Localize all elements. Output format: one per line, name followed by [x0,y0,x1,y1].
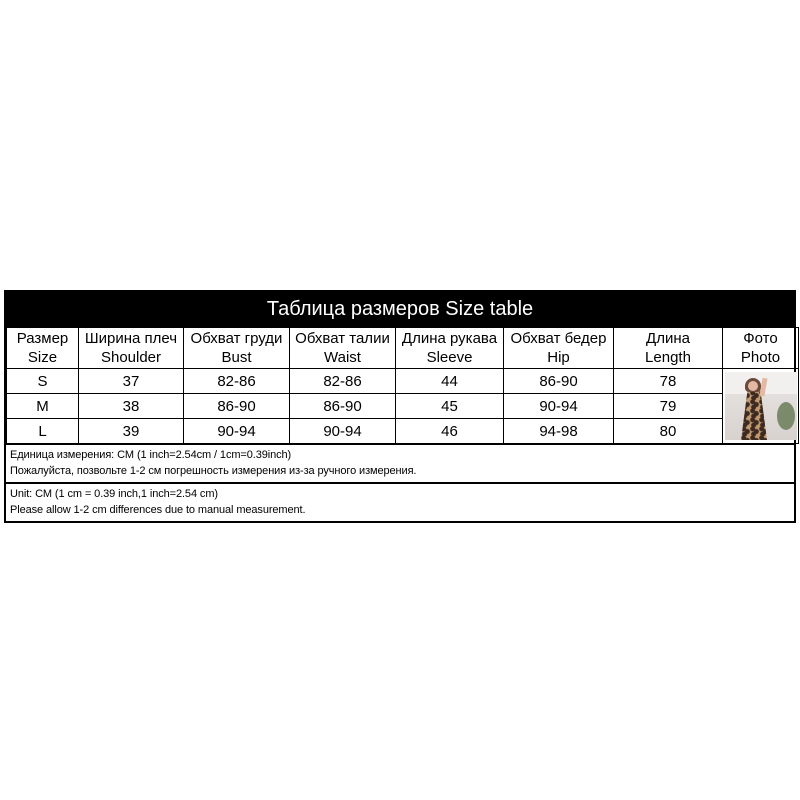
cell-bust: 90-94 [184,419,290,444]
table-row [7,394,799,419]
cell-shoulder: 38 [79,394,184,419]
size-grid [6,327,799,444]
cell-shoulder: 37 [79,369,184,394]
cell-sleeve: 46 [396,419,504,444]
model-photo [725,372,797,440]
cell-waist: 86-90 [290,394,396,419]
photo-cell [723,369,799,444]
cell-sleeve: 44 [396,369,504,394]
cell-waist: 82-86 [290,369,396,394]
cell-length: 80 [614,419,723,444]
cell-sleeve: 45 [396,394,504,419]
cell-hip: 86-90 [504,369,614,394]
header-sleeve: Длина рукава Sleeve [396,328,504,369]
cell-bust: 82-86 [184,369,290,394]
table-title: Таблица размеров Size table [6,292,794,327]
note-tolerance-ru: Пожалуйста, позвольте 1-2 см погрешность измерения из-за ручного измерения. [10,465,417,477]
header-row [7,328,799,369]
cell-hip: 94-98 [504,419,614,444]
cell-bust: 86-90 [184,394,290,419]
header-bust: Обхват груди Bust [184,328,290,369]
cell-size: S [7,369,79,394]
cell-length: 78 [614,369,723,394]
header-waist: Обхват талии Waist [290,328,396,369]
table-row [7,419,799,444]
cell-length: 79 [614,394,723,419]
note-tolerance-en: Please allow 1-2 cm differences due to manual measurement. [10,504,306,516]
cell-size: L [7,419,79,444]
cell-waist: 90-94 [290,419,396,444]
header-shoulder: Ширина плеч Shoulder [79,328,184,369]
size-table [4,290,796,523]
table-row [7,369,799,394]
header-size: Размер Size [7,328,79,369]
note-unit-ru: Единица измерения: CM (1 inch=2.54cm / 1cm=0.39inch) [10,449,292,461]
note-unit-en: Unit: CM (1 cm = 0.39 inch,1 inch=2.54 cm) [10,488,218,500]
cell-size: M [7,394,79,419]
cell-shoulder: 39 [79,419,184,444]
notes-english [6,482,794,521]
notes-russian [6,444,794,482]
header-length: Длина Length [614,328,723,369]
header-photo: Фото Photo [723,328,799,369]
cell-hip: 90-94 [504,394,614,419]
header-hip: Обхват бедер Hip [504,328,614,369]
